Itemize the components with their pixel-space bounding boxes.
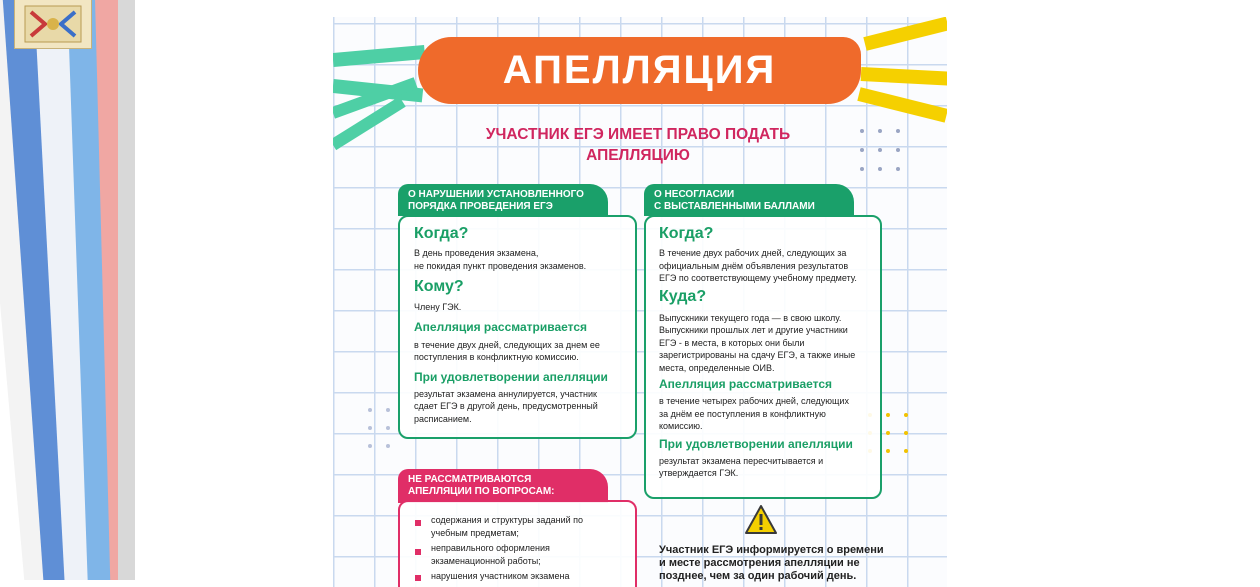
subtitle-line: АПЕЛЛЯЦИЮ (586, 147, 690, 164)
teal-ray (333, 45, 425, 67)
tab-line: С ВЫСТАВЛЕННЫМИ БАЛЛАМИ (654, 201, 815, 212)
body-line: утверждается ГЭК. (659, 468, 739, 478)
list-item (431, 570, 631, 583)
body-line: в течение четырех рабочих дней, следующих (659, 396, 849, 406)
decor-dot (368, 426, 372, 430)
decor-dot (386, 426, 390, 430)
poster-subtitle (453, 124, 823, 166)
left-card-content (414, 225, 629, 425)
yellow-ray (863, 17, 947, 51)
decor-dot (896, 129, 900, 133)
decor-dot (386, 444, 390, 448)
list-item (431, 542, 631, 567)
decor-dot (878, 129, 882, 133)
body-line: Выпускники прошлых лет и другие участники (659, 325, 848, 335)
yellow-ray (857, 87, 947, 122)
when-heading: Когда? (414, 225, 469, 242)
body-line: в течение двух дней, следующих за днем ее (414, 339, 600, 350)
decor-dot (386, 408, 390, 412)
tab-line: НЕ РАССМАТРИВАЮТСЯ (408, 474, 532, 485)
tab-line: О НАРУШЕНИИ УСТАНОВЛЕННОГО (408, 189, 584, 200)
body-line: ЕГЭ по соответствующему учебному предмету. (659, 273, 857, 283)
decor-dot (886, 449, 890, 453)
decor-dot (878, 167, 882, 171)
poster-title: АПЕЛЛЯЦИЯ (502, 48, 777, 92)
coat-of-arms-icon (14, 0, 92, 49)
decor-dot (368, 444, 372, 448)
decor-dot (878, 148, 882, 152)
body-line: зарегистрированы на сдачу ЕГЭ, а также иные (659, 350, 856, 360)
review-heading: Апелляция рассматривается (659, 377, 833, 391)
body-line: официальным днём объявления результатов (659, 260, 849, 271)
list-item-line: учебным предметам; (431, 527, 519, 538)
decor-dot (904, 431, 908, 435)
decor-dot (860, 129, 864, 133)
decor-dot (904, 413, 908, 417)
body-line: Выпускники текущего года — в свою школу. (659, 312, 842, 323)
body-line: результат экзамена аннулируется, участник (414, 388, 597, 399)
right-card-content (659, 225, 877, 480)
body-line: ЕГЭ - в места, в которых они были (659, 337, 805, 348)
subtitle-line: УЧАСТНИК ЕГЭ ИМЕЕТ ПРАВО ПОДАТЬ (485, 126, 791, 143)
whom-heading: Кому? (414, 278, 464, 295)
list-item-line: нарушения участником экзамена (431, 571, 570, 581)
decor-dot (886, 413, 890, 417)
satisfy-heading: При удовлетворении апелляции (414, 369, 608, 384)
background-flag-strip (0, 0, 135, 580)
where-heading: Куда? (659, 287, 707, 305)
decor-dot (886, 431, 890, 435)
body-line: поступления в конфликтную комиссию. (414, 352, 579, 362)
left-card-tab (398, 184, 608, 216)
decor-dot (904, 449, 908, 453)
body-line: В течение двух рабочих дней, следующих за (659, 248, 847, 258)
list-item-line: содержания и структуры заданий по (431, 515, 584, 525)
body-line: В день проведения экзамена, (414, 248, 539, 258)
excluded-card-tab (398, 469, 608, 503)
satisfy-heading: При удовлетворении апелляции (659, 436, 853, 451)
list-item-line: неправильного оформления (431, 543, 550, 553)
decor-dot (860, 148, 864, 152)
body-line: не покидая пункт проведения экзаменов. (414, 260, 587, 271)
decor-dot (860, 167, 864, 171)
body-line: комиссию. (659, 421, 703, 431)
decor-dot (368, 408, 372, 412)
list-bullet (415, 549, 421, 555)
appeal-notice (659, 544, 899, 583)
warning-triangle-icon (744, 504, 778, 536)
appeal-poster (333, 17, 947, 587)
notice-line: и месте рассмотрения апелляции не (659, 557, 860, 569)
decor-dot (896, 167, 900, 171)
body-line: расписанием. (414, 413, 472, 424)
body-line: места, определенные ОИВ. (659, 362, 775, 373)
notice-line: позднее, чем за один рабочий день. (659, 570, 857, 582)
tab-line: ПОРЯДКА ПРОВЕДЕНИЯ ЕГЭ (408, 201, 553, 212)
notice-line: Участник ЕГЭ информируется о времени (659, 544, 884, 556)
list-bullet (415, 575, 421, 581)
review-heading: Апелляция рассматривается (414, 319, 588, 334)
when-heading: Когда? (659, 225, 714, 242)
yellow-ray (861, 67, 947, 86)
tab-line: О НЕСОГЛАСИИ (654, 189, 735, 200)
tab-line: АПЕЛЛЯЦИИ ПО ВОПРОСАМ: (408, 486, 555, 497)
body-line: за днём ее поступления в конфликтную (659, 408, 826, 419)
flag-stripe-gray (118, 0, 135, 580)
decor-dot (896, 148, 900, 152)
list-item-line: экзаменационной работы; (431, 555, 541, 566)
list-item (431, 514, 631, 539)
right-card-tab (644, 184, 854, 216)
body-line: сдает ЕГЭ в другой день, предусмотренный (414, 401, 598, 411)
list-bullet (415, 520, 421, 526)
body-line: результат экзамена пересчитывается и (659, 455, 824, 466)
body-line: Члену ГЭК. (414, 302, 462, 312)
